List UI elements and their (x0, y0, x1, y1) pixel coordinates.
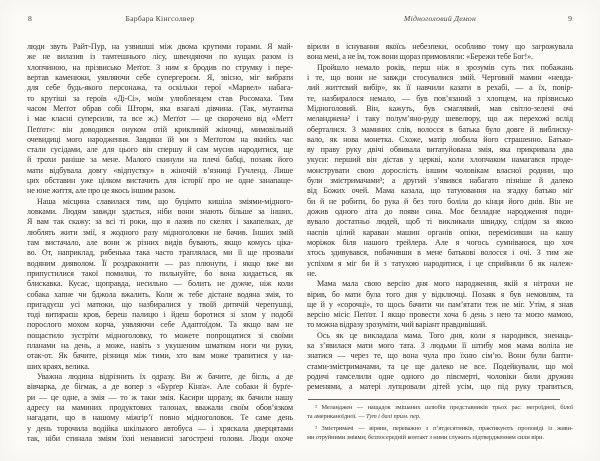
text-line: часом Меґґот обрав собі Шторм, яка взагалі дівчина. (Так, мутантка (27, 103, 293, 113)
text-line: во. От, наприклад, рябенька така часто траплялася, ми її ще прозвали (27, 248, 293, 258)
text-line: стали сусідами, але для цього він спершу й сам мусив народитися, ще (27, 145, 293, 155)
text-line: Ось як це викладала мама. Того дня, коли я народився, зненаць- (317, 330, 573, 340)
text-line: Мідноголовий. Він, кажуть, був смаглявий, мав світло-зелені очі (307, 103, 573, 113)
text-line: ри — це одне, а змія — то ж таки змія. Касири щоразу, як бачили нашу (27, 392, 293, 402)
text-line: адресу на маминих продуктових талонах, вважали своїм обов’язком (27, 402, 293, 412)
footnote-italic-note: Тут і далі прим. пер. (366, 412, 421, 420)
text-line: родичі гамселили одне одного до півсмерті, чоловіки били дружин (307, 372, 573, 381)
text-line: нагадати, що в нашому міжгір’ї повно мідноголовок. Те саме день (27, 413, 293, 423)
text-line: наспів цілий караван машин органів опіки, перемісивши на кашу (307, 227, 573, 237)
text-line: знатися — через те, що вона чула про їхню сім’ю. Вони були бапти- (307, 351, 573, 361)
footnote (307, 425, 573, 443)
text-line: Мама мала свою версію дня мого народження, якій я нітрохи не (317, 279, 573, 289)
page-number-left: 8 (28, 14, 32, 23)
text-line: стами-змієтримачами, та це ще далеко не все. Подейкували, що мої (307, 361, 573, 371)
text-line: порослого мохом корча, уявляючи себе Адаптоїдом. Та якщо вам не (27, 320, 293, 330)
text-line: ка з’явилася мати мого тата. З людьми її штибу моя мама воліла не (307, 341, 573, 351)
text-line: очевидиці мого народження. Завдяки їй ми з Меґґотом на якийсь час (27, 134, 293, 144)
text-line: люблять жити змії, я жодного разу мідноголовки не бачив. Інших змій (27, 227, 293, 237)
text-line: не юне життя, але про це якось іншим разом. (27, 186, 176, 196)
page-right-text (307, 42, 573, 393)
text-line: й трохи раніше за мене. Малого скинули на плечі бабці, позаяк його (27, 155, 293, 165)
text-line: вало, як нова монетка. Схоже, матір любила його страшенно. Батько- (307, 134, 573, 144)
text-line: моріжок біля нашого трейлера. Але я чогось сумніваюся, що хоч (307, 237, 573, 247)
text-line: Наша місцина славилася тим, що буцімто кишіла зміями-мідного- (37, 196, 293, 206)
text-line: хтось здивувався, побачивши в мене батькові волосся і очі. З тим же (307, 248, 573, 258)
text-line: же не вилазив із тамтешнього лісу, швендяючи по кущах разом із (27, 52, 293, 62)
text-line: для себе будь-якого персонажа, та оскільки герої «Марвел» набага- (27, 83, 293, 93)
text-line: вірили в існування якоїсь небезпеки, особливо тому що загрожувала (307, 42, 573, 51)
text-line: вертав каменюки, уявляючи себе супергероєм. Я, звісно, міг вибрати (27, 72, 293, 82)
text-line: вівчарка, де бігмак, а де вопер з «Бурґер Кінґа». Але собаки й бурґе- (27, 382, 293, 392)
footnote-text: та американоїдної. — (307, 412, 367, 420)
text-line: лий життєвий вибір», як її навчили казати в рехабі, — а їх, повір- (307, 83, 573, 93)
text-line: вірив, бо мати була того дня у відключці. Позаяк я був немовлям, та (307, 289, 573, 299)
footnote (307, 404, 573, 422)
text-line: там вистачало, але вони ж різних видів бувають, якщо комусь ціка- (27, 237, 293, 247)
text-line: ³ Змієтримачі — віряни, переважно з п’ятдесятників, практикують проповіді із живи- (315, 425, 573, 433)
text-line: тоді витираєш кров, береш палицю і йдеш боротися зі злом у подобі (27, 310, 293, 320)
text-line: вона мені, а не їм, тож вони щораз примовляли: «Бережи тебе Бог!». (307, 52, 533, 62)
text-line: дожив одного літа до появи сина. Моє безладне народження поди- (307, 207, 573, 216)
text-line: були змієтримачами³; а другий з’явився набагато пізніше й далеко (307, 176, 573, 186)
footnotes (307, 404, 573, 446)
text-line: Пройшло немало років, перш ніж я зрозумів суть тих побажань (317, 62, 573, 72)
text-line: ловками. Людям завжди здається, ніби вони знають більше за інших. (27, 207, 293, 216)
text-line: від Божих очей. Мама казала, що татуювання на згадку батько міг (307, 186, 573, 196)
page-right-header (307, 13, 573, 24)
page-right (307, 0, 573, 461)
text-line: блискавка. Кусає, щоправда, несильно — болить не дужче, ніж коли (27, 279, 293, 289)
text-line: ще й у «сорочці», то щось бачити чи пам’ятати теж не міг. Утім, я знав (307, 299, 573, 309)
text-line: ми отруйними зміями; безпосередній контакт з ними служить підтвердженням сили віри. (307, 433, 544, 441)
text-line: версію місіс Пеґґот. І якщо провести хоча б день з нею та моєю мамою, (307, 310, 573, 320)
text-line: монструвати свою дорослість іншим чоловікам власної родини, що (307, 165, 573, 175)
text-line: укуси: перший він дістав у церкві, коли хлопчаком намагався проде- (307, 155, 573, 165)
text-line: планами на день, а може, навіть з укушеним шматком ноги чи руки, (27, 341, 293, 351)
text-line: успіхом я міг би й з татухою народитися, і це сприйняли б як належ- (307, 258, 573, 268)
text-line: те, назбиралося немало, — був пов’язаний з хлопцем, на прізвисько (307, 93, 573, 103)
text-line: у день торочила водійка шкільного автобуса — і хряскала дверцятами (27, 423, 293, 433)
text-line: то можна відразу зрозуміти, чий варіант правдивіший. (307, 320, 487, 330)
text-line: ших краях, велика. (27, 361, 90, 371)
text-line: Пеґґот»: він доводився онуком отій крикливій жіночці, мимовільній (27, 124, 293, 134)
text-line: Уважна людина відрізнить їх одразу. Ви ж бачите, де бігль, а де (37, 372, 293, 381)
text-line: хлопчиною, на прізвисько Меґґот. З ним я бродив по струмку і пере- (27, 62, 293, 72)
text-line: Я вам так скажу: за всі ті роки, що я лазив по скелях і закапелках, де (27, 217, 293, 227)
footnote-separator (308, 399, 560, 400)
page-left (27, 0, 293, 461)
text-line: не. (307, 268, 317, 278)
text-line: цих обставин уже цілком вистачить для історії про не одне занапаще- (27, 176, 293, 186)
page-left-header (27, 13, 293, 24)
text-line: то крутіші за героїв «Ді-Сі», моїм улюбленцем став Росомаха. Тим (27, 93, 293, 103)
text-line: пригадуєш усі матюки, що назбиралися у твоїй дитячій черепушці, (27, 299, 293, 309)
running-header-title: Мідноголовий Демон (403, 14, 477, 23)
page-left-text (27, 42, 293, 444)
text-line: меланджена² і таку полум’яно-руду шевелюру, що аж перехожі вслід (307, 114, 573, 124)
text-line (307, 413, 573, 422)
text-line: оберталися. З маминих слів, волосся в батька було довге й виблиску- (307, 124, 573, 134)
text-line: ву праву руку двічі обвивала витатуйована змія, яка прикривала два (307, 145, 573, 155)
text-line: ² Меланджен — нащадок змішаних шлюбів представників трьох рас: негроїдної, білої (315, 404, 573, 411)
running-header-author: Барбара Кінгсолвер (125, 14, 195, 23)
text-line: пощастило зустріти мідноголовку, то можете попрощатися зі своїми (27, 330, 293, 340)
text-line: і те, що вони не завжди стосувалися змій. Черговий мамин «невда- (307, 72, 573, 82)
text-line: ременями, а матері лупцювали дітей усім, що під руку трапиться, (307, 382, 573, 392)
text-line: вувало достатньо людей, щоб ті викликали швидку, слідом за якою (307, 217, 573, 227)
text-line: мати відбувала довгу «відпустку» в жіночій в’язниці Гучленд. Лише (27, 165, 293, 175)
text-line: би й не робити, бо рука й без того боліла до кінця його днів. Він не (307, 196, 573, 206)
page-number-right: 9 (568, 14, 572, 23)
text-line: так, ніби стинала зміям їхні ненависні загострені голови. Люди охоче (27, 433, 293, 443)
text-line: водяним дияволом. Її роздраконити — раз плюнути, і якщо вже ви (27, 258, 293, 268)
text-line: отак-от. Як бачите, різниця між тими, хто вам може трапитися у на- (27, 351, 293, 361)
text-line: люди звуть Райт-Пур, на узвишші між двома крутими горами. Я май- (27, 42, 293, 51)
text-line: припустилися такої помилки, то пильнуйте, бо вона кидається, як (27, 268, 293, 278)
text-line: і має класні суперсили, та все ж.) Меґґот — це скорочено від «Метт (27, 114, 293, 124)
text-line: собака хапне чи бджола вжалить. Коли ж тебе дістане водяна змія, то (27, 289, 293, 299)
